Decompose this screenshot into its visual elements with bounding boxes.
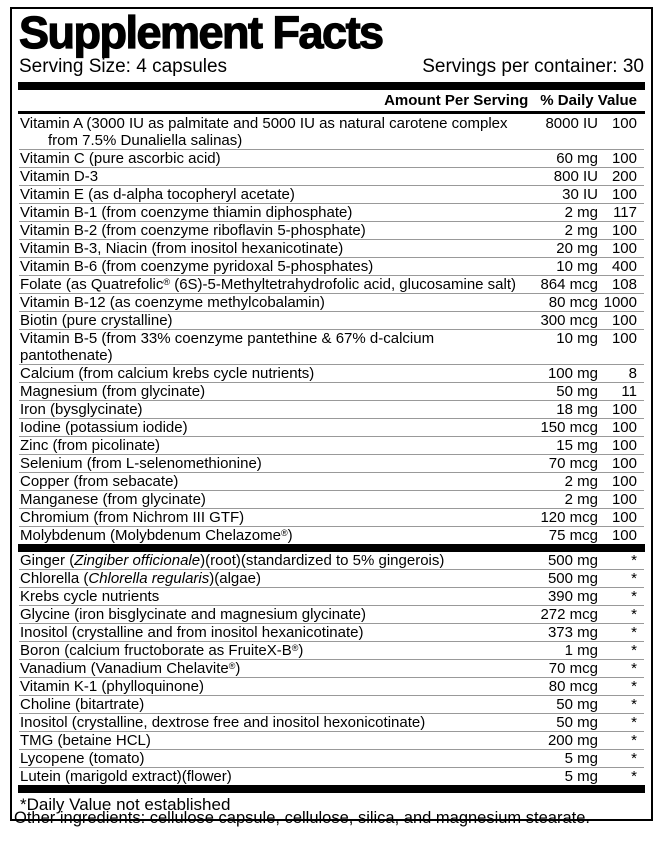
daily-value-percent: 100 [611, 509, 637, 526]
ingredient-name: Vitamin B-1 (from coenzyme thiamin diphosphate) [20, 204, 353, 221]
supplement-facts-panel [10, 7, 653, 821]
amount-per-serving-value: 75 mcg [548, 527, 598, 544]
amount-per-serving-value: 15 mg [556, 437, 598, 454]
daily-value-percent: * [631, 624, 637, 641]
table-row [19, 203, 644, 221]
ingredient-name: Vitamin A (3000 IU as palmitate and 5000 IU as natural carotene complex from 7.5% Dunaliella salinas) [20, 115, 508, 149]
table-row [19, 641, 644, 659]
amount-per-serving-value: 2 mg [564, 222, 598, 239]
column-header-amount: Amount Per Serving [384, 92, 529, 109]
ingredient-name: Vitamin C (pure ascorbic acid) [20, 150, 221, 167]
daily-value-percent: 117 [613, 204, 637, 221]
ingredient-name: Selenium (from L-selenomethionine) [20, 455, 262, 472]
daily-value-footnote: *Daily Value not established [20, 795, 231, 814]
amount-per-serving-value: 10 mg [556, 330, 598, 347]
daily-value-percent: * [631, 714, 637, 731]
table-row [19, 731, 644, 749]
table-row [19, 587, 644, 605]
daily-value-percent: * [631, 660, 637, 677]
daily-value-percent: 100 [611, 527, 637, 544]
ingredient-name: Copper (from sebacate) [20, 473, 179, 490]
table-row [19, 454, 644, 472]
daily-value-percent: 100 [611, 419, 637, 436]
amount-per-serving-value: 500 mg [547, 552, 598, 569]
daily-value-percent: * [631, 606, 637, 623]
nutrient-table-botanicals-other [19, 552, 644, 785]
daily-value-percent: * [631, 768, 637, 785]
table-row [19, 508, 644, 526]
daily-value-percent: * [631, 678, 637, 695]
daily-value-percent: 100 [611, 401, 637, 418]
amount-per-serving-value: 10 mg [556, 258, 598, 275]
table-row [19, 569, 644, 587]
ingredient-name: Vitamin K-1 (phylloquinone) [20, 678, 204, 695]
daily-value-percent: * [631, 552, 637, 569]
ingredient-name: Lycopene (tomato) [20, 750, 145, 767]
table-row [19, 382, 644, 400]
table-row [19, 436, 644, 454]
amount-per-serving-value: 120 mcg [540, 509, 598, 526]
daily-value-percent: 200 [611, 168, 637, 185]
table-row [19, 149, 644, 167]
table-row [19, 364, 644, 382]
thick-divider-top [18, 82, 645, 90]
amount-per-serving-value: 500 mg [547, 570, 598, 587]
amount-per-serving-value: 50 mg [556, 696, 598, 713]
nutrient-table-vitamins-minerals [19, 115, 644, 544]
amount-per-serving-value: 80 mcg [548, 294, 598, 311]
ingredient-name: Vitamin E (as d-alpha tocopheryl acetate) [20, 186, 295, 203]
column-header-daily-value: % Daily Value [540, 92, 637, 109]
ingredient-name: Vitamin B-5 (from 33% coenzyme pantethine & 67% d-calcium pantothenate) [20, 330, 435, 364]
amount-per-serving-value: 373 mg [547, 624, 598, 641]
table-row [19, 749, 644, 767]
amount-per-serving-value: 5 mg [564, 768, 598, 785]
amount-per-serving-value: 5 mg [564, 750, 598, 767]
amount-per-serving-value: 800 IU [553, 168, 598, 185]
amount-per-serving-value: 2 mg [564, 473, 598, 490]
ingredient-name: Boron (calcium fructoborate as FruiteX-B®) [20, 642, 304, 659]
ingredient-name: Inositol (crystalline and from inositol hexanicotinate) [20, 624, 364, 641]
ingredient-name: Glycine (iron bisglycinate and magnesium glycinate) [20, 606, 366, 623]
amount-per-serving-value: 20 mg [556, 240, 598, 257]
table-row [19, 695, 644, 713]
ingredient-name: Molybdenum (Molybdenum Chelazome®) [20, 527, 293, 544]
amount-per-serving-value: 18 mg [556, 401, 598, 418]
amount-per-serving-value: 50 mg [556, 383, 598, 400]
amount-per-serving-value: 50 mg [556, 714, 598, 731]
table-row [19, 418, 644, 436]
amount-per-serving-value: 8000 IU [545, 115, 598, 132]
daily-value-percent: 100 [611, 222, 637, 239]
amount-per-serving-value: 60 mg [556, 150, 598, 167]
table-row [19, 472, 644, 490]
ingredient-name: Calcium (from calcium krebs cycle nutrients) [20, 365, 315, 382]
amount-per-serving-value: 272 mcg [540, 606, 598, 623]
ingredient-name: Inositol (crystalline, dextrose free and inositol hexonicotinate) [20, 714, 426, 731]
daily-value-percent: 100 [611, 330, 637, 347]
daily-value-percent: 108 [611, 276, 637, 293]
table-row [19, 311, 644, 329]
daily-value-percent: 100 [611, 312, 637, 329]
table-row [19, 713, 644, 731]
ingredient-name: Chromium (from Nichrom III GTF) [20, 509, 245, 526]
daily-value-percent: 100 [611, 491, 637, 508]
other-ingredients-text: Other ingredients: cellulose capsule, cellulose, silica, and magnesium stearate. [14, 809, 590, 827]
amount-per-serving-value: 390 mg [547, 588, 598, 605]
ingredient-name: Vitamin D-3 [20, 168, 99, 185]
serving-size-text: Serving Size: 4 capsules [19, 56, 228, 77]
ingredient-name: TMG (betaine HCL) [20, 732, 151, 749]
table-row [19, 239, 644, 257]
ingredient-name: Zinc (from picolinate) [20, 437, 161, 454]
daily-value-percent: 100 [611, 115, 637, 132]
amount-per-serving-value: 2 mg [564, 204, 598, 221]
table-row [19, 257, 644, 275]
daily-value-percent: 100 [611, 186, 637, 203]
daily-value-percent: 400 [611, 258, 637, 275]
amount-per-serving-value: 30 IU [562, 186, 598, 203]
table-row [19, 677, 644, 695]
ingredient-name: Iron (bysglycinate) [20, 401, 143, 418]
ingredient-name: Vitamin B-3, Niacin (from inositol hexanicotinate) [20, 240, 344, 257]
ingredient-name: Vitamin B-2 (from coenzyme riboflavin 5-phosphate) [20, 222, 366, 239]
amount-per-serving-value: 80 mcg [548, 678, 598, 695]
ingredient-name: Iodine (potassium iodide) [20, 419, 188, 436]
servings-per-container-text: Servings per container: 30 [422, 56, 644, 77]
amount-per-serving-value: 2 mg [564, 491, 598, 508]
daily-value-percent: * [631, 696, 637, 713]
ingredient-name: Krebs cycle nutrients [20, 588, 160, 605]
amount-per-serving-value: 150 mcg [540, 419, 598, 436]
daily-value-percent: 100 [611, 150, 637, 167]
table-row [19, 659, 644, 677]
daily-value-percent: * [631, 750, 637, 767]
amount-per-serving-value: 300 mcg [540, 312, 598, 329]
ingredient-name: Manganese (from glycinate) [20, 491, 206, 508]
ingredient-name: Vitamin B-6 (from coenzyme pyridoxal 5-phosphates) [20, 258, 374, 275]
table-row [19, 221, 644, 239]
table-row [19, 293, 644, 311]
amount-per-serving-value: 1 mg [564, 642, 598, 659]
table-row [19, 275, 644, 293]
table-row [19, 526, 644, 544]
ingredient-name: Vitamin B-12 (as coenzyme methylcobalamin) [20, 294, 325, 311]
table-row [19, 185, 644, 203]
daily-value-percent: 100 [611, 455, 637, 472]
panel-title: Supplement Facts [19, 7, 383, 58]
table-row [19, 400, 644, 418]
ingredient-name: Ginger (Zingiber officionale)(root)(standardized to 5% gingerois) [20, 552, 445, 569]
amount-per-serving-value: 70 mcg [548, 660, 598, 677]
amount-per-serving-value: 864 mcg [540, 276, 598, 293]
ingredient-name: Lutein (marigold extract)(flower) [20, 768, 232, 785]
ingredient-name: Chlorella (Chlorella regularis)(algae) [20, 570, 261, 587]
table-row [19, 329, 644, 364]
column-header-row [19, 90, 644, 111]
ingredient-name: Folate (as Quatrefolic® (6S)-5-Methyltetrahydrofolic acid, glucosamine salt) [20, 276, 517, 293]
ingredient-name: Vanadium (Vanadium Chelavite®) [20, 660, 241, 677]
ingredient-name: Choline (bitartrate) [20, 696, 145, 713]
daily-value-percent: * [631, 570, 637, 587]
amount-per-serving-value: 100 mg [547, 365, 598, 382]
daily-value-percent: * [631, 732, 637, 749]
daily-value-percent: * [631, 642, 637, 659]
table-row [19, 490, 644, 508]
table-row [19, 623, 644, 641]
daily-value-percent: 100 [611, 240, 637, 257]
amount-per-serving-value: 200 mg [547, 732, 598, 749]
table-row [19, 552, 644, 569]
thick-divider-bottom [18, 785, 645, 793]
daily-value-percent: 1000 [603, 294, 637, 311]
table-row [19, 167, 644, 185]
daily-value-percent: * [631, 588, 637, 605]
daily-value-percent: 8 [628, 365, 637, 382]
daily-value-percent: 11 [621, 383, 637, 400]
header-rule [18, 111, 645, 114]
ingredient-name: Magnesium (from glycinate) [20, 383, 206, 400]
serving-info-row [19, 56, 644, 82]
daily-value-percent: 100 [611, 437, 637, 454]
ingredient-name: Biotin (pure crystalline) [20, 312, 173, 329]
table-row [19, 115, 644, 149]
daily-value-percent: 100 [611, 473, 637, 490]
amount-per-serving-value: 70 mcg [548, 455, 598, 472]
table-row [19, 767, 644, 785]
thick-divider-middle [18, 544, 645, 552]
table-row [19, 605, 644, 623]
